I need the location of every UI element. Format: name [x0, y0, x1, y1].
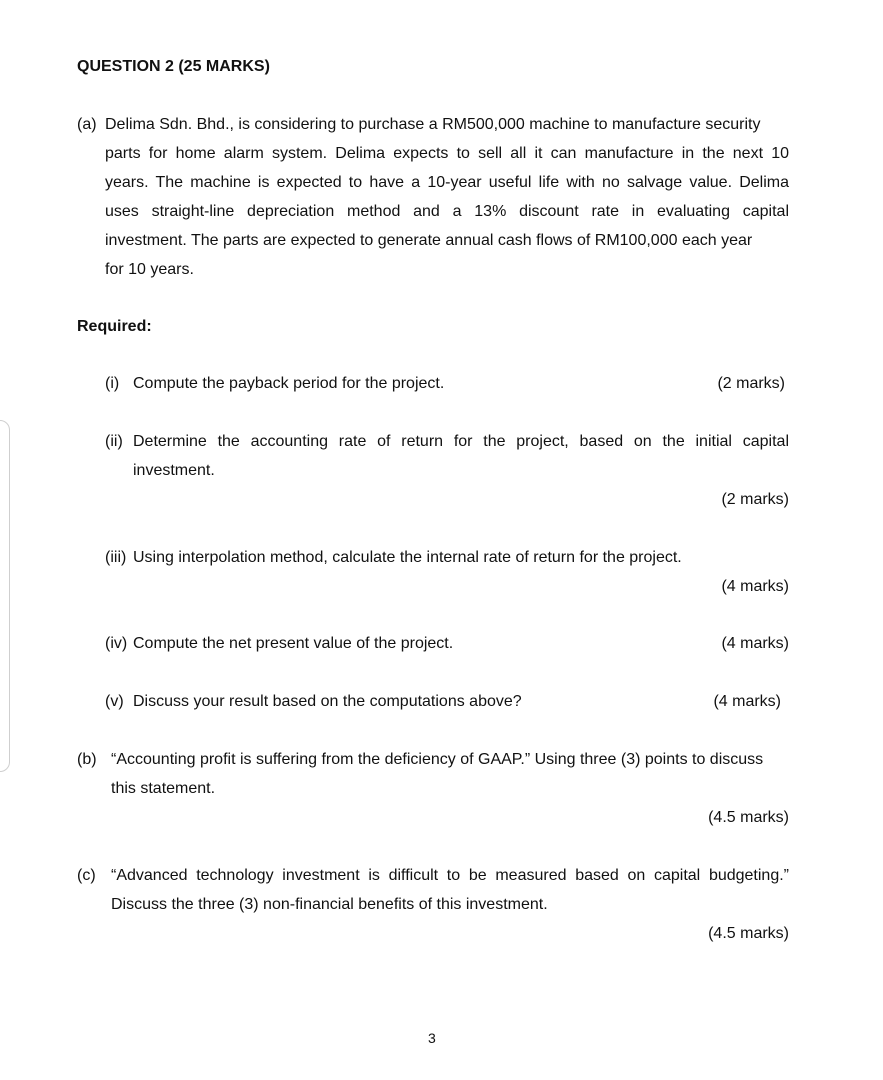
sub-question-ii-text-line-2: investment.: [133, 462, 215, 479]
part-a-line-5: investment. The parts are expected to generate annual cash flows of RM100,000 each year: [105, 232, 753, 249]
sub-question-v-label: (v): [105, 693, 124, 710]
question-title: QUESTION 2 (25 MARKS): [77, 58, 270, 75]
part-a-line-4: uses straight-line depreciation method and a 13% discount rate in evaluating capital: [105, 203, 789, 220]
part-b-line-1: “Accounting profit is suffering from the deficiency of GAAP.” Using three (3) points to discuss: [111, 751, 764, 768]
part-b-marks: (4.5 marks): [708, 809, 789, 826]
sub-question-i-label: (i): [105, 375, 120, 392]
part-c-line-2: Discuss the three (3) non-financial benefits of this investment.: [111, 896, 548, 913]
sub-question-v-marks: (4 marks): [713, 693, 781, 710]
part-a-label: (a): [77, 116, 97, 133]
sub-question-iv-label: (iv): [105, 635, 128, 652]
side-panel-tab[interactable]: [0, 420, 10, 772]
part-c-marks: (4.5 marks): [708, 925, 789, 942]
sub-question-i-marks: (2 marks): [717, 375, 785, 392]
sub-question-iii-text: Using interpolation method, calculate the internal rate of return for the project.: [133, 549, 682, 566]
part-c-line-1: “Advanced technology investment is difficult to be measured based on capital budgeting.”: [111, 867, 789, 884]
page-number: 3: [428, 1030, 436, 1046]
part-a-line-6: for 10 years.: [105, 261, 194, 278]
sub-question-v-text: Discuss your result based on the computations above?: [133, 693, 522, 710]
part-b-label: (b): [77, 751, 97, 768]
sub-question-iv-marks: (4 marks): [721, 635, 789, 652]
part-b-line-2: this statement.: [111, 780, 216, 797]
part-a-line-3: years. The machine is expected to have a 10-year useful life with no salvage value. Delima: [105, 174, 789, 191]
sub-question-i-text: Compute the payback period for the project.: [133, 375, 445, 392]
sub-question-iii-label: (iii): [105, 549, 127, 566]
part-c-label: (c): [77, 867, 96, 884]
sub-question-ii-marks: (2 marks): [721, 491, 789, 508]
part-a-line-1: Delima Sdn. Bhd., is considering to purchase a RM500,000 machine to manufacture security: [105, 116, 761, 133]
required-heading: Required:: [77, 318, 152, 335]
sub-question-iv-text: Compute the net present value of the project.: [133, 635, 454, 652]
sub-question-ii-label: (ii): [105, 433, 123, 450]
sub-question-ii-text-line-1: Determine the accounting rate of return for the project, based on the initial capital: [133, 433, 789, 450]
part-a-line-2: parts for home alarm system. Delima expects to sell all it can manufacture in the next 10: [105, 145, 789, 162]
sub-question-iii-marks: (4 marks): [721, 578, 789, 595]
